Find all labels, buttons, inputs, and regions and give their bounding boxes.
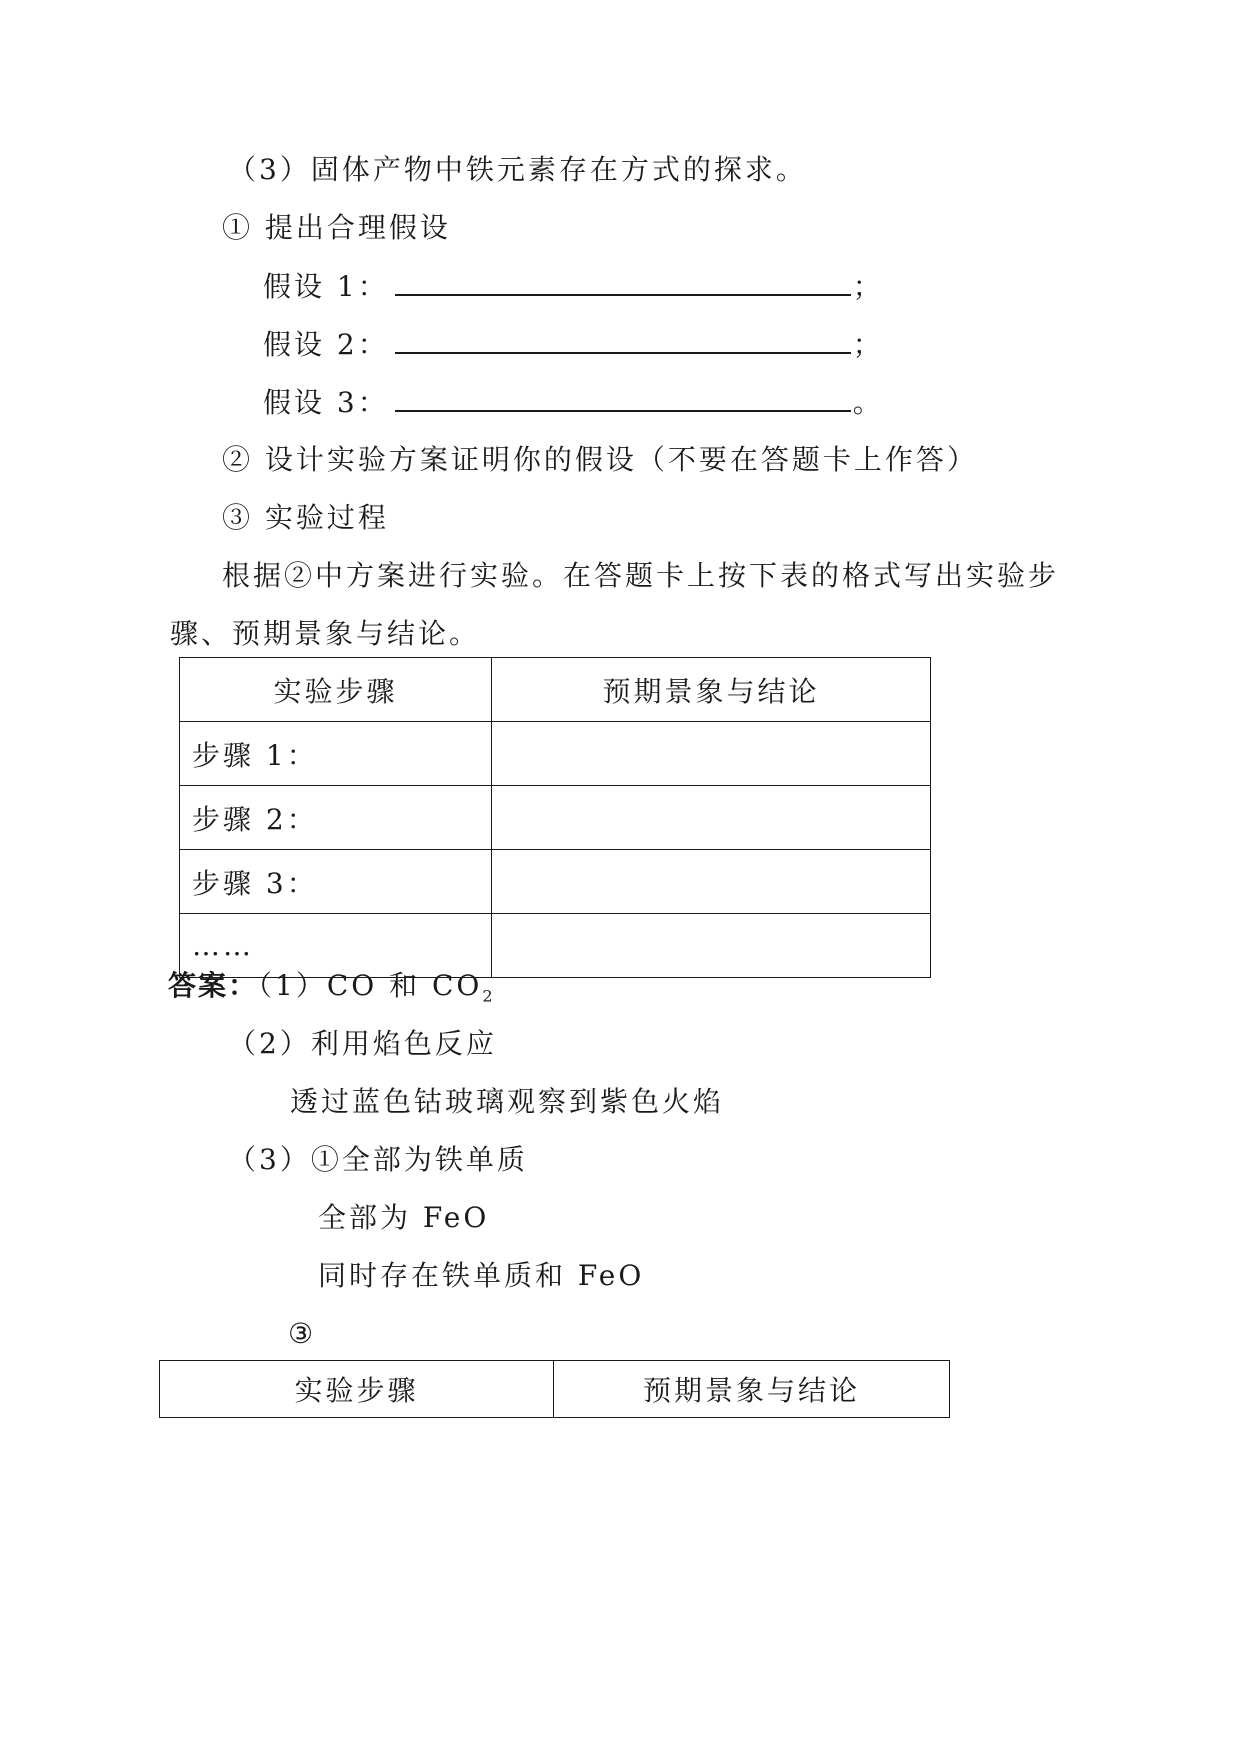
answer-table-header-expected: 预期景象与结论 bbox=[554, 1361, 950, 1418]
answer-part1 bbox=[168, 966, 493, 1006]
hypothesis-1 bbox=[263, 266, 884, 306]
table-cell-result bbox=[492, 850, 931, 914]
table-cell-step: 步骤 2： bbox=[180, 786, 492, 850]
hypothesis-2-end: ； bbox=[852, 328, 884, 361]
table-header-steps: 实验步骤 bbox=[180, 658, 492, 722]
hypothesis-1-end: ； bbox=[852, 270, 884, 303]
hypothesis-2-blank[interactable] bbox=[395, 324, 851, 354]
answer-part2-title: （2）利用焰色反应 bbox=[228, 1027, 497, 1060]
table-header-expected: 预期景象与结论 bbox=[492, 658, 931, 722]
answer-part2-detail: 透过蓝色钴玻璃观察到紫色火焰 bbox=[290, 1085, 725, 1118]
hypothesis-3 bbox=[263, 382, 884, 422]
table-row bbox=[180, 850, 931, 914]
hypothesis-3-end: 。 bbox=[852, 386, 884, 419]
table-row bbox=[180, 786, 931, 850]
answer-table-header-row bbox=[160, 1361, 950, 1418]
table-cell-step: 步骤 1： bbox=[180, 722, 492, 786]
step1-title: ① 提出合理假设 bbox=[222, 211, 451, 244]
answer-part3-line-2: 全部为 FeO bbox=[318, 1201, 490, 1234]
hypothesis-2 bbox=[263, 324, 884, 364]
instruction-line-1: 根据②中方案进行实验。在答题卡上按下表的格式写出实验步 bbox=[222, 559, 1060, 592]
answer-part3-step3: ③ bbox=[288, 1317, 317, 1350]
answer-part3-line-1: （3）①全部为铁单质 bbox=[228, 1143, 528, 1176]
table-cell-step: …… bbox=[180, 914, 492, 978]
question-part3-title: （3）固体产物中铁元素存在方式的探求。 bbox=[228, 153, 807, 186]
step2-title: ② 设计实验方案证明你的假设（不要在答题卡上作答） bbox=[222, 443, 978, 476]
instruction-line-2: 骤、预期景象与结论。 bbox=[170, 617, 481, 650]
answer-table-header-steps: 实验步骤 bbox=[160, 1361, 554, 1418]
table-cell-result bbox=[492, 786, 931, 850]
answer-table bbox=[159, 1360, 950, 1418]
hypothesis-3-blank[interactable] bbox=[395, 382, 851, 412]
table-row bbox=[180, 722, 931, 786]
table-cell-step: 步骤 3： bbox=[180, 850, 492, 914]
hypothesis-2-label: 假设 2： bbox=[263, 328, 389, 361]
table-cell-result bbox=[492, 914, 931, 978]
table-cell-result bbox=[492, 722, 931, 786]
table-header-row bbox=[180, 658, 931, 722]
question-table bbox=[179, 657, 931, 978]
answer-part1-subscript: 2 bbox=[482, 986, 493, 1006]
answer-label: 答案： bbox=[168, 969, 259, 1002]
hypothesis-1-blank[interactable] bbox=[395, 266, 851, 296]
hypothesis-3-label: 假设 3： bbox=[263, 386, 389, 419]
hypothesis-1-label: 假设 1： bbox=[263, 270, 389, 303]
step3-title: ③ 实验过程 bbox=[222, 501, 389, 534]
answer-part1-text: （1）CO 和 CO bbox=[258, 969, 483, 1002]
answer-part3-line-3: 同时存在铁单质和 FeO bbox=[318, 1259, 645, 1292]
